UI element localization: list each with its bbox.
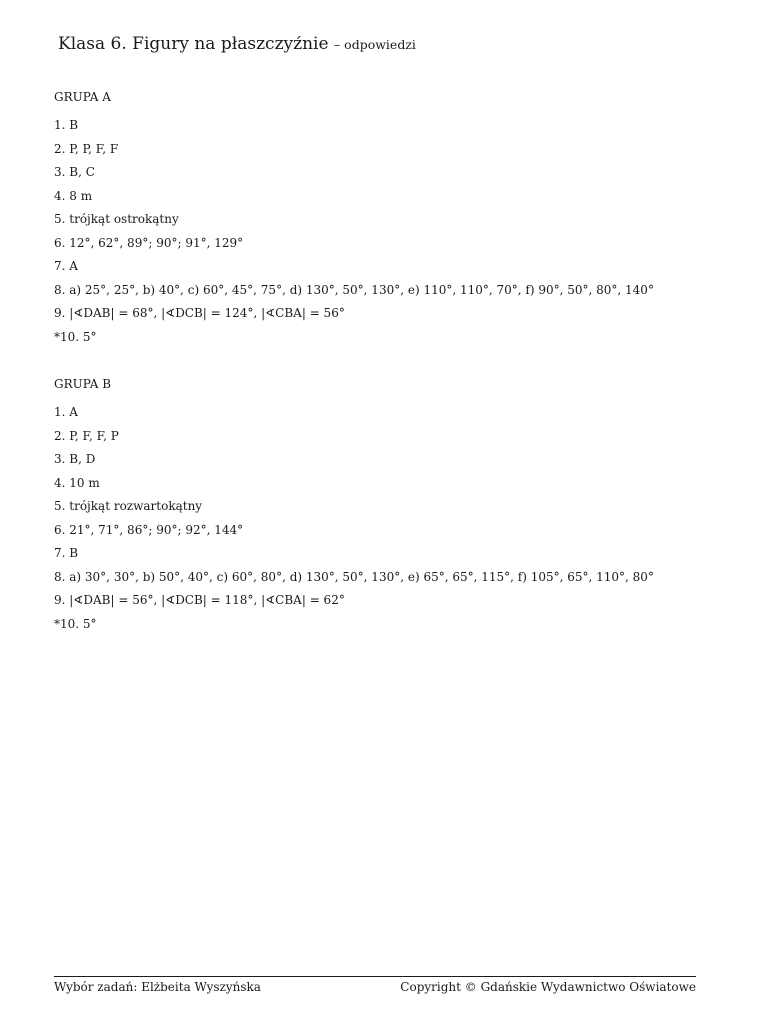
answer-item: 4. 10 m [54, 475, 100, 490]
footer-divider [54, 976, 696, 977]
group-b-section [54, 375, 654, 639]
title-subtitle: – odpowiedzi [333, 37, 416, 52]
answer-item: 3. B, C [54, 165, 95, 179]
group-b-heading: GRUPA B [54, 377, 112, 391]
answer-item: 7. B [54, 546, 79, 560]
answer-item: 2. P, P, F, F [54, 141, 119, 156]
group-a-answer-list [54, 117, 654, 352]
answer-item: 7. A [54, 259, 78, 273]
answer-item: 8. a) 30°, 30°, b) 50°, 40°, c) 60°, 80°, d) 130°, 50°, 130°, e) 65°, 65°, 115°, f) 105°, 65°, 110°, 80° [54, 569, 654, 584]
answer-item: *10. 5° [54, 616, 97, 631]
answer-item: 6. 12°, 62°, 89°; 90°; 91°, 129° [54, 235, 244, 250]
answer-item: 6. 21°, 71°, 86°; 90°; 92°, 144° [54, 522, 244, 537]
group-b-answer-list [54, 404, 654, 639]
answer-item: 5. trójkąt rozwartokątny [54, 499, 203, 513]
footer-copyright: Copyright © Gdańskie Wydawnictwo Oświatowe [400, 980, 696, 994]
answer-item: 8. a) 25°, 25°, b) 40°, c) 60°, 45°, 75°, d) 130°, 50°, 130°, e) 110°, 110°, 70°, f) 90°, 50°, 80°, 140° [54, 282, 654, 297]
answer-item: 5. trójkąt ostrokątny [54, 212, 179, 226]
answer-item: 3. B, D [54, 452, 96, 466]
answer-item: 9. |∢DAB| = 68°, |∢DCB| = 124°, |∢CBA| = 56° [54, 306, 345, 320]
answer-item: 9. |∢DAB| = 56°, |∢DCB| = 118°, |∢CBA| = 62° [54, 593, 345, 607]
answer-item: 1. A [54, 405, 78, 419]
answer-item: 4. 8 m [54, 188, 93, 203]
answer-item: 2. P, F, F, P [54, 428, 119, 443]
answer-item: *10. 5° [54, 329, 97, 344]
page-title [58, 34, 416, 54]
answer-item: 1. B [54, 118, 79, 132]
title-text: Klasa 6. Figury na płaszczyźnie [58, 34, 329, 54]
group-a-heading: GRUPA A [54, 90, 111, 104]
footer-author: Wybór zadań: Elżbeita Wyszyńska [54, 980, 261, 994]
group-a-section [54, 88, 654, 352]
